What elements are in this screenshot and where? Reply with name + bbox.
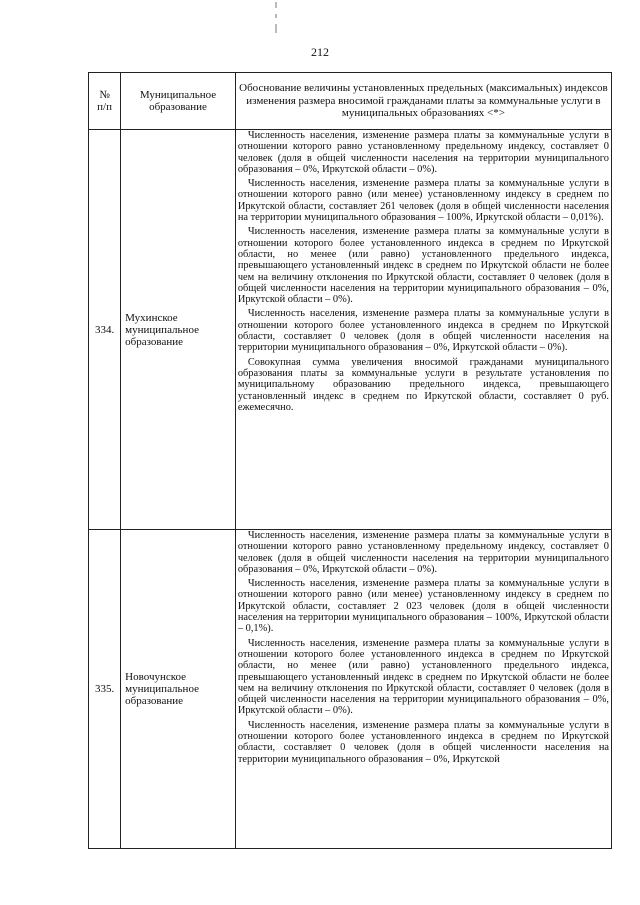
justification-paragraph: Численность населения, изменение размера платы за коммунальные услуги в отношении которого равно установленному предельному индексу, составляет 0 человек (доля в общей численности населения на территории муниципального образования – 0%, Иркутской области – 0%). (237, 130, 609, 175)
justification-paragraph: Численность населения, изменение размера платы за коммунальные услуги в отношении которого более установленного индекса в среднем по Иркутской области, но менее (или равно) установленного предельного индекса, превышающего установленный индекс в среднем по Иркутской области не более чем на величину отклонения по Иркутской области, составляет 0 человек (доля в общей численности населения на территории муниципального образования – 0%, Иркутской области – 0%). (237, 226, 609, 306)
justification-cell (235, 530, 611, 849)
justification-paragraph: Совокупная сумма увеличения вносимой гражданами муниципального образования платы за коммунальные услуги в результате установления по муниципальному образованию предельного индекса, превышающего установленный индекс в среднем по Иркутской области, составляет 0 руб. ежемесячно. (237, 356, 609, 413)
justification-paragraph: Численность населения, изменение размера платы за коммунальные услуги в отношении которого более установленного индекса в среднем по Иркутской области, составляет 0 человек (доля в общей численности населения на территории муниципального образования – 0%, Иркутской (237, 719, 609, 765)
header-municipality: Муниципальное образование (121, 73, 236, 130)
row-number: 334. (89, 130, 121, 530)
header-justification: Обоснование величины установленных предельных (максимальных) индексов изменения размера вносимой гражданами платы за коммунальные услуги в муниципальных образованиях <*> (235, 73, 611, 130)
justification-paragraph: Численность населения, изменение размера платы за коммунальные услуги в отношении которого более установленного индекса в среднем по Иркутской области, составляет 0 человек (доля в общей численности населения на территории муниципального образования – 0%, Иркутской области – 0%). (237, 308, 609, 354)
table-row (89, 130, 612, 530)
header-num: № п/п (89, 73, 121, 130)
municipality-name: Мухинское муниципальное образование (121, 130, 236, 530)
justification-paragraph: Численность населения, изменение размера платы за коммунальные услуги в отношении которого более установленного индекса в среднем по Иркутской области, но менее (или равно) установленного предельного индекса, превышающего установленный индекс в среднем по Иркутской области не более чем на величину отклонения по Иркутской области, составляет 0 человек (доля в общей численности населения на территории муниципального образования – 0%, Иркутской области – 0%). (237, 637, 609, 717)
justification-paragraph: Численность населения, изменение размера платы за коммунальные услуги в отношении которого равно (или менее) установленному индексу в среднем по Иркутской области, составляет 2 023 человек (доля в общей численности населения на территории муниципального образования – 100%, Иркутской области – 0,1%). (237, 578, 609, 635)
scan-artifact (275, 0, 277, 38)
table-row (89, 530, 612, 849)
row-number: 335. (89, 530, 121, 849)
page-number: 212 (311, 45, 329, 59)
municipality-name: Новочунское муниципальное образование (121, 530, 236, 849)
justification-paragraph: Численность населения, изменение размера платы за коммунальные услуги в отношении которого равно (или менее) установленному индексу в среднем по Иркутской области, составляет 261 человек (доля в общей численности населения на территории муниципального образования – 100%, Иркутской области – 0,01%). (237, 178, 609, 224)
index-justification-table (88, 72, 612, 849)
table-header-row (89, 73, 612, 130)
justification-cell (235, 130, 611, 530)
justification-paragraph: Численность населения, изменение размера платы за коммунальные услуги в отношении которого равно установленному предельному индексу, составляет 0 человек (доля в общей численности населения на территории муниципального образования – 0%, Иркутской области – 0%). (237, 530, 609, 575)
